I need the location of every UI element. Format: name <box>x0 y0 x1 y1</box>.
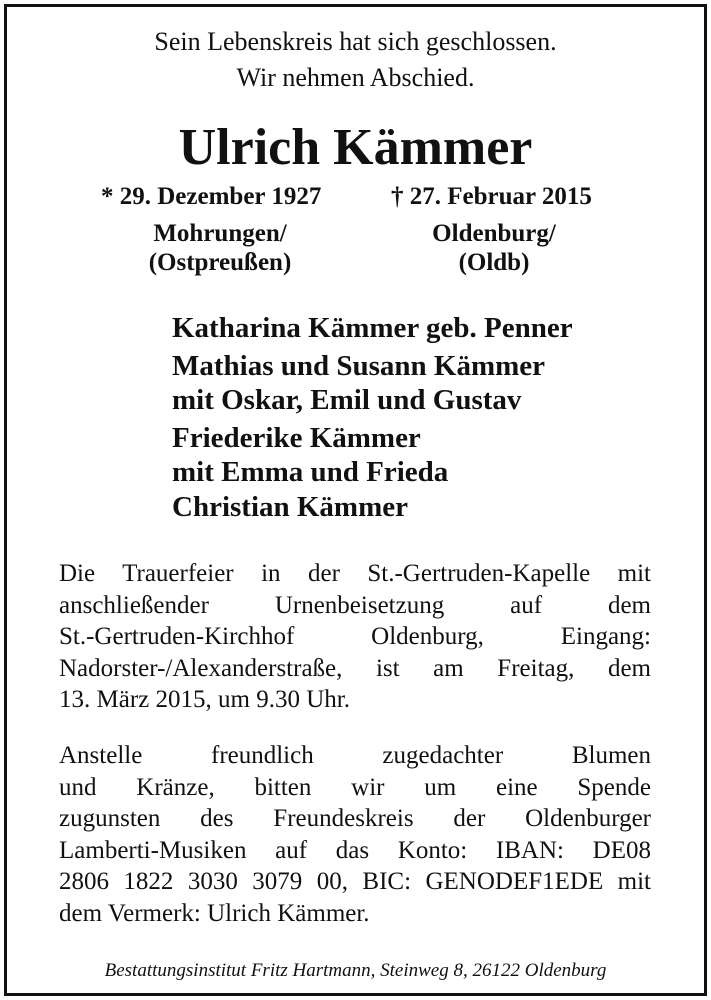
donation-line: Lamberti-Musiken auf das Konto: IBAN: DE08 <box>59 836 651 864</box>
donation-line: zugunsten des Freundeskreis der Oldenburger <box>59 805 651 833</box>
donation-line: Anstelle freundlich zugedachter Blumen <box>59 742 651 769</box>
birth-place <box>120 219 320 277</box>
ceremony-line: 13. März 2015, um 9.30 Uhr. <box>59 686 350 714</box>
funeral-home-footer: Bestattungsinstitut Fritz Hartmann, Steinweg 8, 26122 Oldenburg <box>104 960 607 981</box>
family-member-line: mit Oskar, Emil und Gustav <box>172 384 522 416</box>
deceased-name: Ulrich Kämmer <box>178 119 533 176</box>
ceremony-paragraph <box>59 558 651 716</box>
donation-paragraph <box>59 740 651 930</box>
birth-place-line-1: Mohrungen/ <box>153 220 287 247</box>
ceremony-line: Nadorster-/Alexanderstraße, ist am Freitag, dem <box>59 654 651 682</box>
intro-line-2: Wir nehmen Abschied. <box>236 63 475 92</box>
death-place-line-2: (Oldb) <box>458 249 530 276</box>
intro-line-1: Sein Lebenskreis hat sich geschlossen. <box>154 27 557 56</box>
birth-date: * 29. Dezember 1927 <box>101 183 322 210</box>
death-place <box>394 219 594 277</box>
ceremony-line: Die Trauerfeier in der St.-Gertruden-Kapelle mit <box>59 560 651 587</box>
death-date: † 27. Februar 2015 <box>391 183 592 210</box>
ceremony-line: St.-Gertruden-Kirchhof Oldenburg, Eingang: <box>59 623 651 651</box>
family-member: Christian Kämmer <box>172 491 408 523</box>
death-place-line-1: Oldenburg/ <box>432 220 556 247</box>
birth-place-line-2: (Ostpreußen) <box>148 249 292 276</box>
family-member-line: Friederike Kämmer <box>172 422 421 454</box>
family-member <box>172 349 692 417</box>
family-member-line: Mathias und Susann Kämmer <box>172 350 546 382</box>
donation-line: und Kränze, bitten wir um eine Spende <box>59 773 651 801</box>
ceremony-line: anschließender Urnenbeisetzung auf dem <box>59 591 651 619</box>
family-member-line: mit Emma und Frieda <box>172 456 449 488</box>
family-member: Katharina Kämmer geb. Penner <box>172 312 573 344</box>
family-member <box>172 421 692 489</box>
donation-line: dem Vermerk: Ulrich Kämmer. <box>59 899 370 927</box>
donation-line: 2806 1822 3030 3079 00, BIC: GENODEF1EDE mit <box>59 868 651 896</box>
